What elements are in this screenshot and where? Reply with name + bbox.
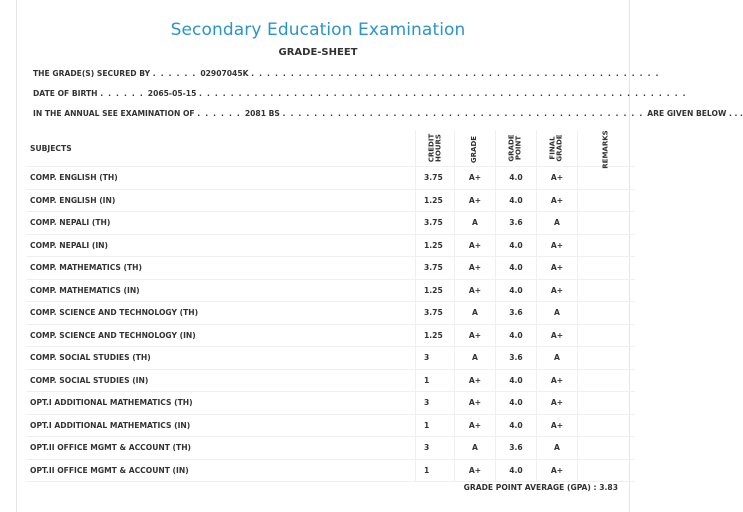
remarks-cell [578, 414, 636, 437]
credit-hours-cell: 1 [416, 459, 455, 482]
table-row [26, 167, 635, 190]
secured-by-value: 02907045K [200, 69, 249, 78]
table-row [26, 302, 635, 325]
remarks-cell [578, 369, 636, 392]
remarks-cell [578, 324, 636, 347]
info-exam: IN THE ANNUAL SEE EXAMINATION OF . . . . . . 2081 BS . . . . . . . . . . . . . . . . . . . . . . . . . . . . . . . . . . . . . . . . . . . . . . ARE GIVEN BELOW . . . [33, 109, 743, 118]
grade-cell: A [455, 437, 496, 460]
grade-point-cell: 4.0 [496, 392, 537, 415]
grade-point-cell: 3.6 [496, 347, 537, 370]
credit-hours-cell: 1.25 [416, 279, 455, 302]
credit-hours-cell: 3.75 [416, 167, 455, 190]
grade-point-cell: 4.0 [496, 279, 537, 302]
dob-label: DATE OF BIRTH [33, 89, 98, 98]
final-grade-cell: A+ [537, 279, 578, 302]
grade-point-cell: 4.0 [496, 167, 537, 190]
info-secured-by: THE GRADE(S) SECURED BY . . . . . . 02907045K . . . . . . . . . . . . . . . . . . . . . . . . . . . . . . . . . . . . . . . . . . . . . . . . . . . . [33, 69, 660, 78]
grade-cell: A+ [455, 234, 496, 257]
table-row [26, 234, 635, 257]
grade-cell: A+ [455, 414, 496, 437]
subject-cell: COMP. SCIENCE AND TECHNOLOGY (TH) [26, 302, 416, 325]
final-grade-header [537, 130, 578, 167]
grade-point-cell: 4.0 [496, 234, 537, 257]
final-grade-cell: A+ [537, 234, 578, 257]
remarks-header [578, 130, 636, 167]
grade-point-cell: 4.0 [496, 324, 537, 347]
gpa-value: 3.83 [599, 483, 618, 492]
remarks-cell [578, 212, 636, 235]
final-grade-cell: A+ [537, 392, 578, 415]
grades-header-row [26, 130, 635, 167]
secured-by-label: THE GRADE(S) SECURED BY [33, 69, 151, 78]
grade-cell: A [455, 212, 496, 235]
grade-point-cell: 3.6 [496, 437, 537, 460]
table-row [26, 324, 635, 347]
grade-cell: A+ [455, 279, 496, 302]
subject-cell: OPT.II OFFICE MGMT & ACCOUNT (IN) [26, 459, 416, 482]
credit-hours-header [416, 130, 455, 167]
credit-hours-cell: 1.25 [416, 189, 455, 212]
grade-label: GRADE [470, 135, 479, 163]
exam-label: IN THE ANNUAL SEE EXAMINATION OF [33, 109, 195, 118]
table-row [26, 437, 635, 460]
exam-suffix: ARE GIVEN BELOW . . . [647, 109, 743, 118]
credit-hours-cell: 1.25 [416, 324, 455, 347]
subject-cell: COMP. ENGLISH (IN) [26, 189, 416, 212]
grade-cell: A+ [455, 369, 496, 392]
grade-cell: A [455, 302, 496, 325]
table-row [26, 414, 635, 437]
grade-cell: A+ [455, 459, 496, 482]
grade-point-cell: 3.6 [496, 212, 537, 235]
credit-hours-cell: 1.25 [416, 234, 455, 257]
remarks-cell [578, 302, 636, 325]
table-row [26, 392, 635, 415]
grade-cell: A [455, 347, 496, 370]
exam-value: 2081 BS [244, 109, 280, 118]
remarks-cell [578, 167, 636, 190]
remarks-cell [578, 257, 636, 280]
grades-body [26, 167, 635, 482]
grade-point-cell: 4.0 [496, 189, 537, 212]
final-grade-cell: A [537, 347, 578, 370]
table-row [26, 212, 635, 235]
credit-hours-cell: 3 [416, 347, 455, 370]
remarks-cell [578, 234, 636, 257]
grade-point-cell: 3.6 [496, 302, 537, 325]
subject-cell: COMP. NEPALI (IN) [26, 234, 416, 257]
final-grade-cell: A+ [537, 324, 578, 347]
remarks-cell [578, 347, 636, 370]
credit-hours-cell: 3.75 [416, 257, 455, 280]
grades-table [26, 130, 635, 482]
subject-cell: COMP. SCIENCE AND TECHNOLOGY (IN) [26, 324, 416, 347]
grade-cell: A+ [455, 257, 496, 280]
remarks-cell [578, 459, 636, 482]
subject-cell: OPT.I ADDITIONAL MATHEMATICS (IN) [26, 414, 416, 437]
subject-cell: COMP. MATHEMATICS (TH) [26, 257, 416, 280]
credit-hours-cell: 3 [416, 437, 455, 460]
grade-cell: A+ [455, 324, 496, 347]
subject-cell: COMP. SOCIAL STUDIES (IN) [26, 369, 416, 392]
subject-cell: COMP. MATHEMATICS (IN) [26, 279, 416, 302]
table-row [26, 279, 635, 302]
remarks-cell [578, 392, 636, 415]
subject-cell: COMP. SOCIAL STUDIES (TH) [26, 347, 416, 370]
final-grade-cell: A+ [537, 257, 578, 280]
remarks-label: REMARKS [601, 129, 610, 169]
remarks-cell [578, 437, 636, 460]
grade-point-cell: 4.0 [496, 414, 537, 437]
final-grade-cell: A+ [537, 167, 578, 190]
credit-hours-cell: 3 [416, 392, 455, 415]
table-row [26, 257, 635, 280]
subject-cell: COMP. ENGLISH (TH) [26, 167, 416, 190]
final-grade-label: FINAL GRADE [549, 134, 564, 162]
credit-hours-cell: 3.75 [416, 212, 455, 235]
final-grade-cell: A [537, 302, 578, 325]
subject-cell: OPT.II OFFICE MGMT & ACCOUNT (TH) [26, 437, 416, 460]
credit-hours-cell: 1 [416, 369, 455, 392]
grade-cell: A+ [455, 189, 496, 212]
table-row [26, 459, 635, 482]
grade-point-cell: 4.0 [496, 257, 537, 280]
final-grade-cell: A+ [537, 369, 578, 392]
credit-hours-label: CREDIT HOURS [427, 133, 442, 163]
subject-cell: COMP. NEPALI (TH) [26, 212, 416, 235]
grade-point-cell: 4.0 [496, 369, 537, 392]
subjects-header: SUBJECTS [26, 130, 416, 167]
grade-point-header [496, 130, 537, 167]
subject-cell: OPT.I ADDITIONAL MATHEMATICS (TH) [26, 392, 416, 415]
final-grade-cell: A [537, 212, 578, 235]
dob-value: 2065-05-15 [147, 89, 197, 98]
final-grade-cell: A+ [537, 414, 578, 437]
gpa-label: GRADE POINT AVERAGE (GPA) : [463, 483, 597, 492]
credit-hours-cell: 1 [416, 414, 455, 437]
remarks-cell [578, 279, 636, 302]
gpa-summary [464, 483, 618, 492]
grade-cell: A+ [455, 167, 496, 190]
credit-hours-cell: 3.75 [416, 302, 455, 325]
table-row [26, 189, 635, 212]
grade-point-label: GRADE POINT [508, 134, 523, 162]
grade-cell: A+ [455, 392, 496, 415]
grade-point-cell: 4.0 [496, 459, 537, 482]
grade-header [455, 130, 496, 167]
page-subtitle: GRADE-SHEET [278, 47, 358, 58]
final-grade-cell: A+ [537, 189, 578, 212]
remarks-cell [578, 189, 636, 212]
table-row [26, 369, 635, 392]
final-grade-cell: A [537, 437, 578, 460]
info-dob: DATE OF BIRTH . . . . . . 2065-05-15 . . . . . . . . . . . . . . . . . . . . . . . . . . . . . . . . . . . . . . . . . . . . . . . . . . . . . . . . . . . . . . [33, 89, 687, 98]
page-title: Secondary Education Examination [170, 20, 466, 40]
table-row [26, 347, 635, 370]
final-grade-cell: A+ [537, 459, 578, 482]
